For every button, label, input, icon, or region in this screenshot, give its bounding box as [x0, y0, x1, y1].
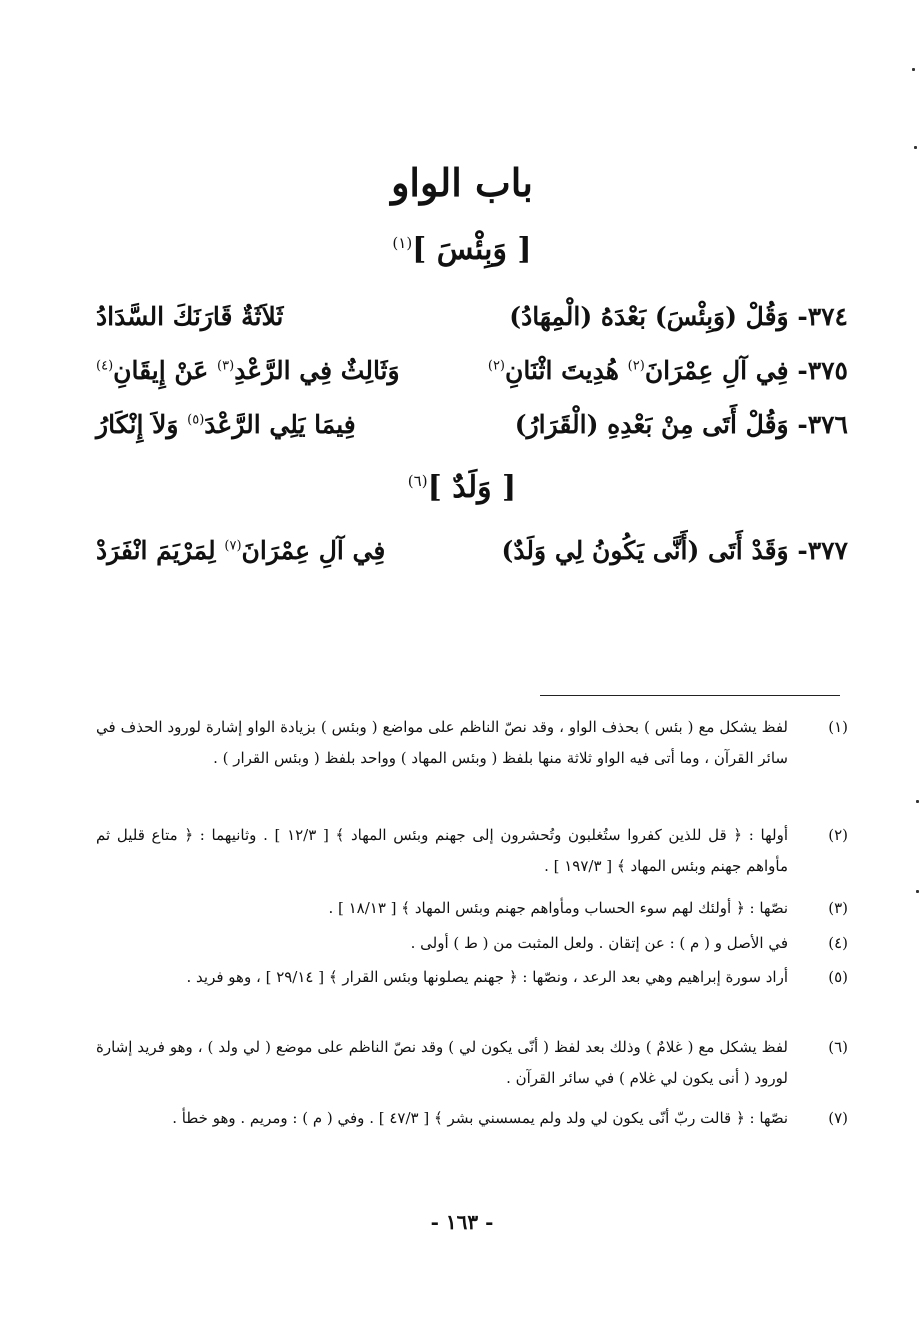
footnote: [96, 962, 848, 993]
verse-first-hemistich: [515, 410, 848, 439]
footnote-ref: (٤): [96, 358, 114, 374]
footnote-number: (٣): [828, 899, 848, 917]
hemistich-text: فِيمَا يَلِي الرَّعْدَ: [204, 410, 356, 439]
footnote-text: لفظ يشكل مع ( بئس ) بحذف الواو ، وقد نصّ الناظم على مواضع ( وبئس ) بزيادة الواو إشارة لورود الحذف في سائر القرآن ، وما أتى فيه الواو ثلاثة منها بلفظ ( وبئس المهاد ) وواحد بلفظ ( وبئس القرار ) .: [96, 718, 788, 767]
scan-speck: [914, 146, 917, 149]
verse-line: [96, 356, 848, 396]
verse-line: [96, 536, 848, 576]
verse-number: ٣٧٧-: [797, 536, 848, 565]
hemistich-text: وَقَدْ أَتَى (أَنَّى يَكُونُ لِي وَلَدٌ): [501, 536, 789, 565]
verse-first-hemistich: [509, 302, 848, 331]
footnote: [96, 928, 848, 959]
footnote-number: (٦): [828, 1038, 848, 1056]
footnote-text: في الأصل و ( م ) : عن إتقان . ولعل المثبت من ( ط ) أولى .: [410, 934, 788, 952]
footnote-ref: (٢): [487, 358, 505, 374]
footnote: [96, 712, 848, 774]
section-heading: [0, 470, 924, 505]
footnote: [96, 1103, 848, 1134]
footnote-ref: (٣): [217, 358, 235, 374]
hemistich-text: لِمَرْيَمَ انْفَرَدْ: [96, 536, 216, 565]
chapter-title: باب الواو: [391, 160, 533, 205]
footnote-ref: (٧): [224, 538, 242, 554]
hemistich-text: وَقُلْ أَتَى مِنْ بَعْدِهِ (الْقَرَارُ): [514, 410, 789, 439]
verse-first-hemistich: [488, 356, 848, 385]
footnote: [96, 893, 848, 924]
section-heading: [0, 232, 924, 267]
verse-line: [96, 302, 848, 342]
verse-second-hemistich: [96, 356, 400, 385]
verse-second-hemistich: ثَلاَثَةٌ قَارَنَكَ السَّدَادُ: [96, 302, 284, 331]
hemistich-text: وَقُلْ (وَبِئْسَ) بَعْدَهُ (الْمِهَادُ): [509, 302, 789, 331]
footnote-ref: (٥): [187, 412, 205, 428]
hemistich-text: هُدِيتَ اثْنَانِ: [505, 356, 619, 385]
footnote-divider: [540, 695, 840, 696]
scan-speck: [916, 800, 919, 803]
footnote-text: لفظ يشكل مع ( غلامٌ ) وذلك بعد لفظ ( أنّى يكون لي ) وقد نصّ الناظم على موضع ( لي ولد ) ، وهو فريد إشارة لورود ( أنى يكون لي غلام ) في سائر القرآن .: [96, 1038, 788, 1087]
footnote-number: (٧): [828, 1109, 848, 1127]
section-heading-text: [ وَبِئْسَ ]: [412, 232, 532, 267]
footnote-text: نصّها : ﴿ أولئك لهم سوء الحساب ومأواهم جهنم وبئس المهاد ﴾ [ ١٨/١٣ ] .: [328, 899, 788, 917]
verse-first-hemistich: [501, 536, 848, 565]
verse-number: ٣٧٥-: [797, 356, 848, 385]
section-heading-text: [ وَلَدٌ ]: [427, 470, 517, 505]
verse-second-hemistich: [96, 536, 385, 565]
verse-number: ٣٧٤-: [797, 302, 848, 331]
verse-second-hemistich: [96, 410, 356, 439]
hemistich-text: عَنْ إِيقَانِ: [113, 356, 209, 385]
scan-speck: [916, 890, 919, 893]
hemistich-text: وَثَالِثٌ فِي الرَّعْدِ: [234, 356, 400, 385]
footnote-ref: (٦): [407, 472, 428, 490]
footnote-ref: (١): [392, 234, 413, 252]
footnote-ref: (٢): [627, 358, 645, 374]
footnote-number: (٤): [828, 934, 848, 952]
page-number: - ١٦٣ -: [430, 1210, 494, 1234]
footnote-number: (١): [828, 718, 848, 736]
footnote-number: (٥): [828, 968, 848, 986]
hemistich-text: فِي آلِ عِمْرَانَ: [644, 356, 789, 385]
hemistich-text: وَلاَ إِنْكَارُ: [96, 410, 179, 439]
footnote-number: (٢): [828, 826, 848, 844]
footnote-text: أراد سورة إبراهيم وهي بعد الرعد ، ونصّها : ﴿ جهنم يصلونها وبئس القرار ﴾ [ ٢٩/١٤ ] ، وهو فريد .: [186, 968, 788, 986]
scan-speck: [912, 68, 915, 71]
footnote-text: أولها : ﴿ قل للذين كفروا ستُغلبون وتُحشرون إلى جهنم وبئس المهاد ﴾ [ ١٢/٣ ] . وثانيهما : ﴿ متاع قليل ثم مأواهم جهنم وبئس المهاد ﴾ [ ١٩٧/٣ ] .: [96, 826, 788, 875]
hemistich-text: فِي آلِ عِمْرَانَ: [241, 536, 386, 565]
verse-number: ٣٧٦-: [797, 410, 848, 439]
footnote-text: نصّها : ﴿ قالت ربّ أنّى يكون لي ولد ولم يمسسني بشر ﴾ [ ٤٧/٣ ] . وفي ( م ) : ومريم . وهو خطأ .: [172, 1109, 788, 1127]
verse-line: [96, 410, 848, 450]
footnote: [96, 1032, 848, 1094]
footnote: [96, 820, 848, 882]
